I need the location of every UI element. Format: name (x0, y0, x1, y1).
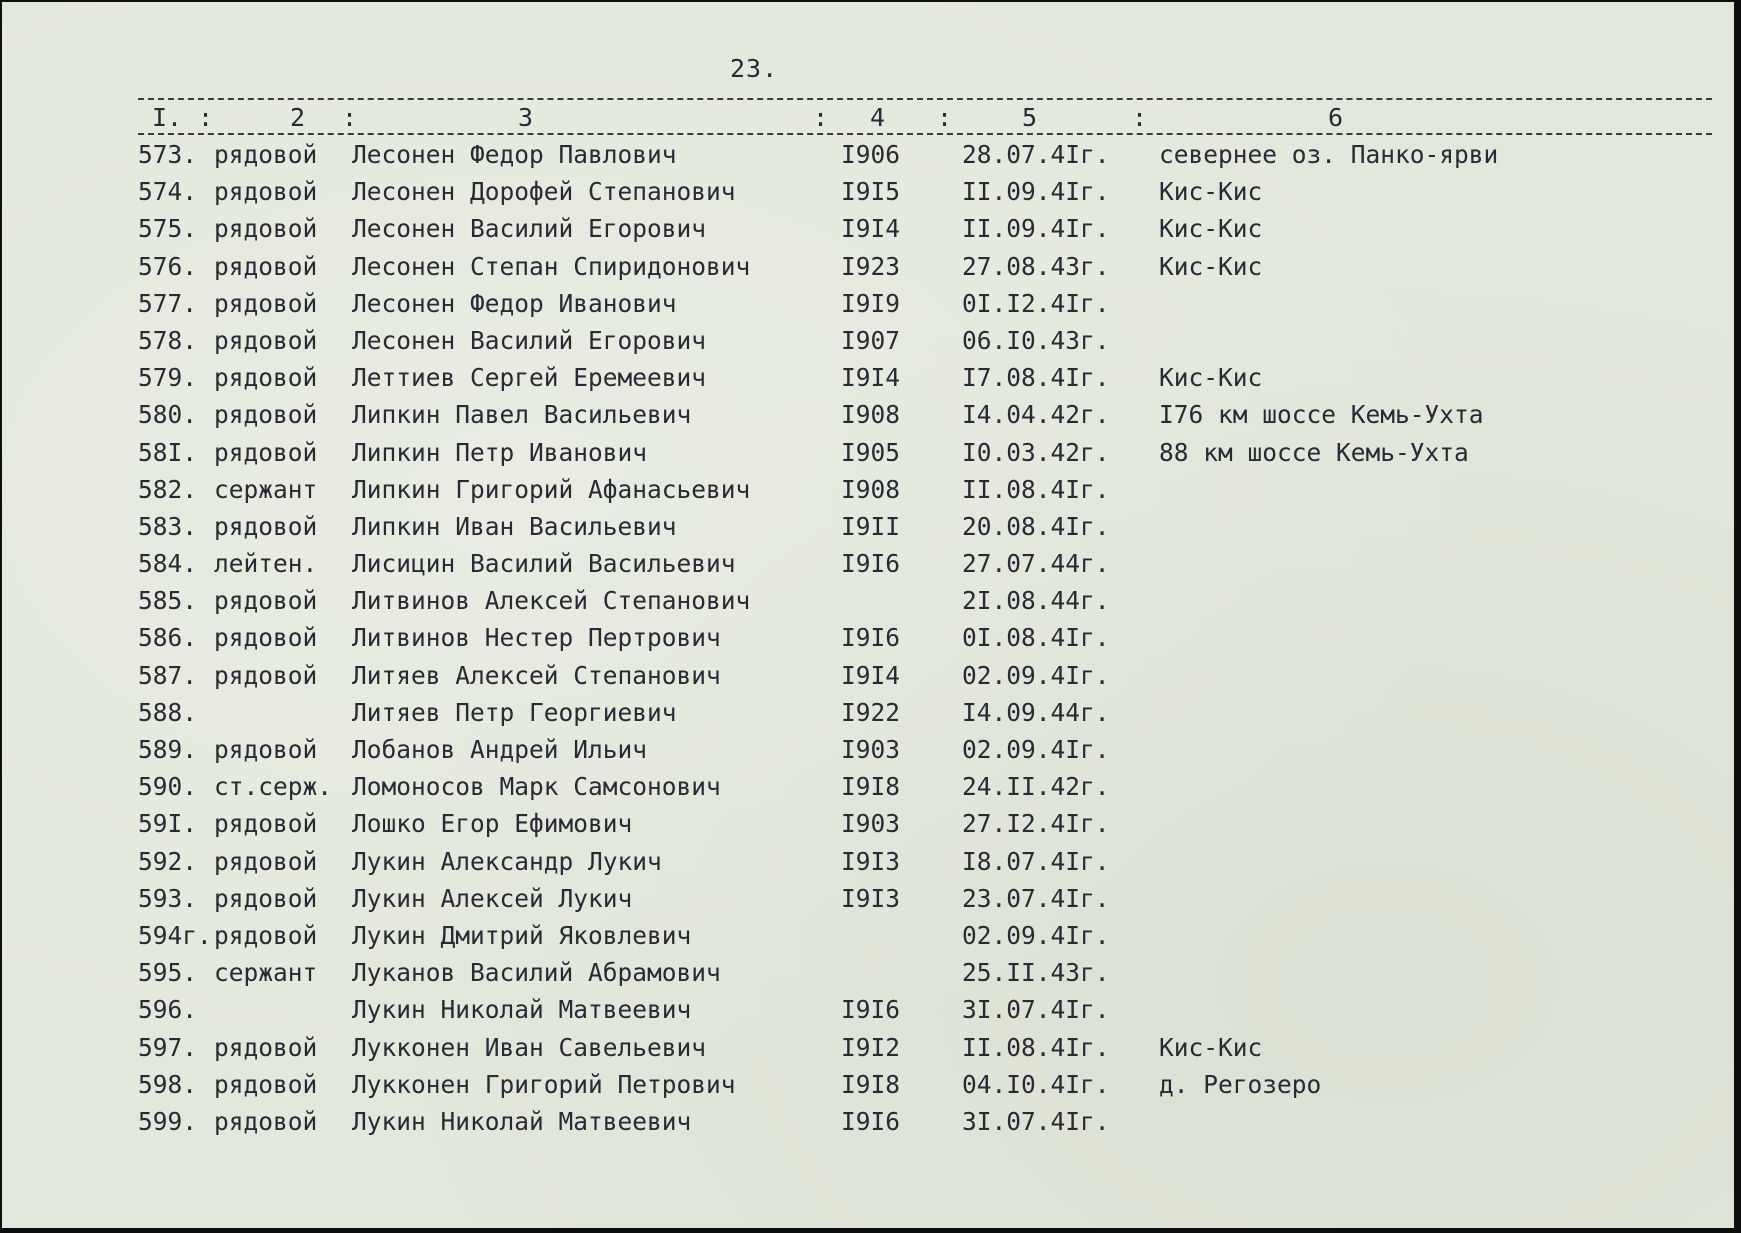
row-number: 594г. (138, 920, 212, 950)
death-date-cell: 0I.08.4Iг. (962, 623, 1110, 653)
col-separator: : (937, 103, 953, 132)
name-cell: Липкин Григорий Афанасьевич (352, 474, 751, 504)
name-cell: Лесонен Дорофей Степанович (352, 177, 736, 207)
death-date-cell: 02.09.4Iг. (962, 660, 1110, 690)
row-number: 592. (138, 846, 198, 876)
birth-year-cell: I9I4 (841, 214, 901, 244)
row-number: 578. (138, 325, 198, 355)
birth-year-cell: I9I9 (841, 288, 901, 318)
name-cell: Лукин Алексей Лукич (352, 883, 633, 913)
table-row (2, 921, 1734, 958)
place-cell: 88 км шоссе Кемь-Ухта (1159, 437, 1469, 467)
row-number: 598. (138, 1069, 198, 1099)
birth-year-cell: I903 (841, 735, 901, 764)
table-row (2, 475, 1734, 512)
row-number: 599. (138, 1106, 198, 1136)
table-row (2, 958, 1734, 995)
birth-year-cell: I9II (841, 511, 901, 541)
name-cell: Лукконен Григорий Петрович (352, 1069, 736, 1099)
row-number: 580. (138, 400, 198, 430)
rank-cell: рядовой (214, 437, 318, 467)
death-date-cell: 20.08.4Iг. (962, 511, 1110, 541)
birth-year-cell: I908 (841, 474, 901, 504)
name-cell: Лесонен Федор Павлович (352, 140, 677, 169)
name-cell: Литяев Алексей Степанович (352, 660, 721, 690)
rank-cell: рядовой (214, 920, 318, 950)
name-cell: Лукин Дмитрий Яковлевич (352, 920, 692, 950)
rank-cell: рядовой (214, 846, 318, 876)
col-header-5: 5 (1022, 103, 1038, 132)
death-date-cell: 2I.08.44г. (962, 586, 1110, 616)
birth-year-cell: I9I3 (841, 883, 901, 913)
place-cell: д. Регозеро (1159, 1069, 1322, 1099)
birth-year-cell: I906 (841, 140, 901, 169)
table-row (2, 326, 1734, 363)
row-number: 58I. (138, 437, 198, 467)
table-row (2, 735, 1734, 772)
row-number: 576. (138, 251, 198, 281)
rank-cell: рядовой (214, 1069, 318, 1099)
row-number: 587. (138, 660, 198, 690)
name-cell: Лукин Александр Лукич (352, 846, 662, 876)
death-date-cell: I0.03.42г. (962, 437, 1110, 467)
header-rule-bottom (138, 133, 1712, 135)
row-number: 588. (138, 697, 198, 727)
birth-year-cell: I9I2 (841, 1032, 901, 1062)
table-header (2, 103, 1734, 131)
death-date-cell: I7.08.4Iг. (962, 363, 1110, 393)
place-cell: Кис-Кис (1159, 251, 1263, 281)
name-cell: Литвинов Нестер Пертрович (352, 623, 721, 653)
name-cell: Литвинов Алексей Степанович (352, 586, 751, 616)
death-date-cell: II.08.4Iг. (962, 474, 1110, 504)
table-row (2, 995, 1734, 1032)
col-separator: : (342, 103, 358, 132)
birth-year-cell: I9I4 (841, 660, 901, 690)
death-date-cell: 06.I0.43г. (962, 325, 1110, 355)
rank-cell: рядовой (214, 400, 318, 430)
birth-year-cell: I9I6 (841, 623, 901, 653)
death-date-cell: 24.II.42г. (962, 772, 1110, 802)
death-date-cell: 27.I2.4Iг. (962, 809, 1110, 839)
rank-cell: рядовой (214, 735, 318, 764)
name-cell: Лукконен Иван Савельевич (352, 1032, 707, 1062)
birth-year-cell: I908 (841, 400, 901, 430)
table-row (2, 623, 1734, 660)
table-row (2, 772, 1734, 809)
name-cell: Леттиев Сергей Еремеевич (352, 363, 707, 393)
row-number: 585. (138, 586, 198, 616)
place-cell: Кис-Кис (1159, 363, 1263, 393)
rank-cell: лейтен. (214, 549, 318, 579)
name-cell: Липкин Павел Васильевич (352, 400, 692, 430)
table-row (2, 400, 1734, 437)
rank-cell: рядовой (214, 140, 318, 169)
death-date-cell: II.09.4Iг. (962, 214, 1110, 244)
rank-cell: рядовой (214, 214, 318, 244)
birth-year-cell: I923 (841, 251, 901, 281)
death-date-cell: 25.II.43г. (962, 958, 1110, 988)
rank-cell: сержант (214, 958, 318, 988)
death-date-cell: 23.07.4Iг. (962, 883, 1110, 913)
header-rule-top (138, 98, 1712, 100)
birth-year-cell: I9I8 (841, 772, 901, 802)
birth-year-cell: I9I5 (841, 177, 901, 207)
col-header-3: 3 (518, 103, 534, 132)
death-date-cell: I8.07.4Iг. (962, 846, 1110, 876)
death-date-cell: 3I.07.4Iг. (962, 995, 1110, 1025)
row-number: 59I. (138, 809, 198, 839)
birth-year-cell: I922 (841, 697, 901, 727)
row-number: 577. (138, 288, 198, 318)
table-row (2, 140, 1734, 177)
birth-year-cell: I9I3 (841, 846, 901, 876)
name-cell: Липкин Петр Иванович (352, 437, 648, 467)
rank-cell: рядовой (214, 511, 318, 541)
death-date-cell: II.09.4Iг. (962, 177, 1110, 207)
row-number: 574. (138, 177, 198, 207)
place-cell: севернее оз. Панко-ярви (1159, 140, 1499, 169)
row-number: 597. (138, 1032, 198, 1062)
death-date-cell: 04.I0.4Iг. (962, 1069, 1110, 1099)
row-number: 593. (138, 883, 198, 913)
col-separator: : (1132, 103, 1148, 132)
rank-cell: рядовой (214, 1032, 318, 1062)
death-date-cell: 27.08.43г. (962, 251, 1110, 281)
rank-cell: рядовой (214, 251, 318, 281)
name-cell: Литяев Петр Георгиевич (352, 697, 677, 727)
death-date-cell: II.08.4Iг. (962, 1032, 1110, 1062)
table-row (2, 698, 1734, 735)
death-date-cell: I4.09.44г. (962, 697, 1110, 727)
table-row (2, 1033, 1734, 1070)
col-header-6: 6 (1328, 103, 1344, 132)
name-cell: Лукин Николай Матвеевич (352, 995, 692, 1025)
birth-year-cell: I9I6 (841, 995, 901, 1025)
col-header-2: 2 (290, 103, 306, 132)
birth-year-cell: I9I6 (841, 1106, 901, 1136)
place-cell: I76 км шоссе Кемь-Ухта (1159, 400, 1484, 430)
table-row (2, 214, 1734, 251)
row-number: 575. (138, 214, 198, 244)
rank-cell: рядовой (214, 660, 318, 690)
col-separator: : (198, 103, 214, 132)
rank-cell: рядовой (214, 363, 318, 393)
table-row (2, 661, 1734, 698)
row-number: 595. (138, 958, 198, 988)
table-body (2, 140, 1734, 1144)
table-row (2, 809, 1734, 846)
death-date-cell: 27.07.44г. (962, 549, 1110, 579)
name-cell: Лесонен Степан Спиридонович (352, 251, 751, 281)
rank-cell: рядовой (214, 809, 318, 839)
table-row (2, 512, 1734, 549)
place-cell: Кис-Кис (1159, 214, 1263, 244)
name-cell: Лукин Николай Матвеевич (352, 1106, 692, 1136)
birth-year-cell: I9I8 (841, 1069, 901, 1099)
table-row (2, 1070, 1734, 1107)
place-cell: Кис-Кис (1159, 177, 1263, 207)
table-row (2, 438, 1734, 475)
name-cell: Луканов Василий Абрамович (352, 958, 721, 988)
death-date-cell: 02.09.4Iг. (962, 920, 1110, 950)
death-date-cell: 28.07.4Iг. (962, 140, 1110, 169)
birth-year-cell: I9I6 (841, 549, 901, 579)
rank-cell: сержант (214, 474, 318, 504)
table-row (2, 363, 1734, 400)
name-cell: Липкин Иван Васильевич (352, 511, 677, 541)
birth-year-cell: I907 (841, 325, 901, 355)
table-row (2, 884, 1734, 921)
name-cell: Ломоносов Марк Самсонович (352, 772, 721, 802)
col-separator: : (813, 103, 829, 132)
name-cell: Лисицин Василий Васильевич (352, 549, 736, 579)
table-row (2, 586, 1734, 623)
death-date-cell: 02.09.4Iг. (962, 735, 1110, 764)
birth-year-cell: I903 (841, 809, 901, 839)
birth-year-cell: I905 (841, 437, 901, 467)
rank-cell: ст.серж. (214, 772, 333, 802)
row-number: 583. (138, 511, 198, 541)
table-row (2, 847, 1734, 884)
col-header-4: 4 (870, 103, 886, 132)
col-header-1: I. (152, 103, 183, 132)
row-number: 589. (138, 735, 198, 764)
death-date-cell: 3I.07.4Iг. (962, 1106, 1110, 1136)
name-cell: Лесонен Федор Иванович (352, 288, 677, 318)
row-number: 586. (138, 623, 198, 653)
death-date-cell: 0I.I2.4Iг. (962, 288, 1110, 318)
name-cell: Лобанов Андрей Ильич (352, 735, 648, 764)
page-number: 23. (730, 54, 779, 83)
table-row (2, 252, 1734, 289)
row-number: 584. (138, 549, 198, 579)
name-cell: Лесонен Василий Егорович (352, 325, 707, 355)
name-cell: Лесонен Василий Егорович (352, 214, 707, 244)
rank-cell: рядовой (214, 883, 318, 913)
rank-cell: рядовой (214, 586, 318, 616)
rank-cell: рядовой (214, 177, 318, 207)
rank-cell: рядовой (214, 325, 318, 355)
row-number: 573. (138, 140, 198, 169)
name-cell: Лошко Егор Ефимович (352, 809, 633, 839)
table-row (2, 1107, 1734, 1144)
death-date-cell: I4.04.42г. (962, 400, 1110, 430)
table-row (2, 289, 1734, 326)
rank-cell: рядовой (214, 623, 318, 653)
row-number: 582. (138, 474, 198, 504)
row-number: 590. (138, 772, 198, 802)
place-cell: Кис-Кис (1159, 1032, 1263, 1062)
rank-cell: рядовой (214, 1106, 318, 1136)
birth-year-cell: I9I4 (841, 363, 901, 393)
table-row (2, 177, 1734, 214)
row-number: 596. (138, 995, 198, 1025)
row-number: 579. (138, 363, 198, 393)
table-row (2, 549, 1734, 586)
rank-cell: рядовой (214, 288, 318, 318)
document-sheet (2, 2, 1734, 1228)
